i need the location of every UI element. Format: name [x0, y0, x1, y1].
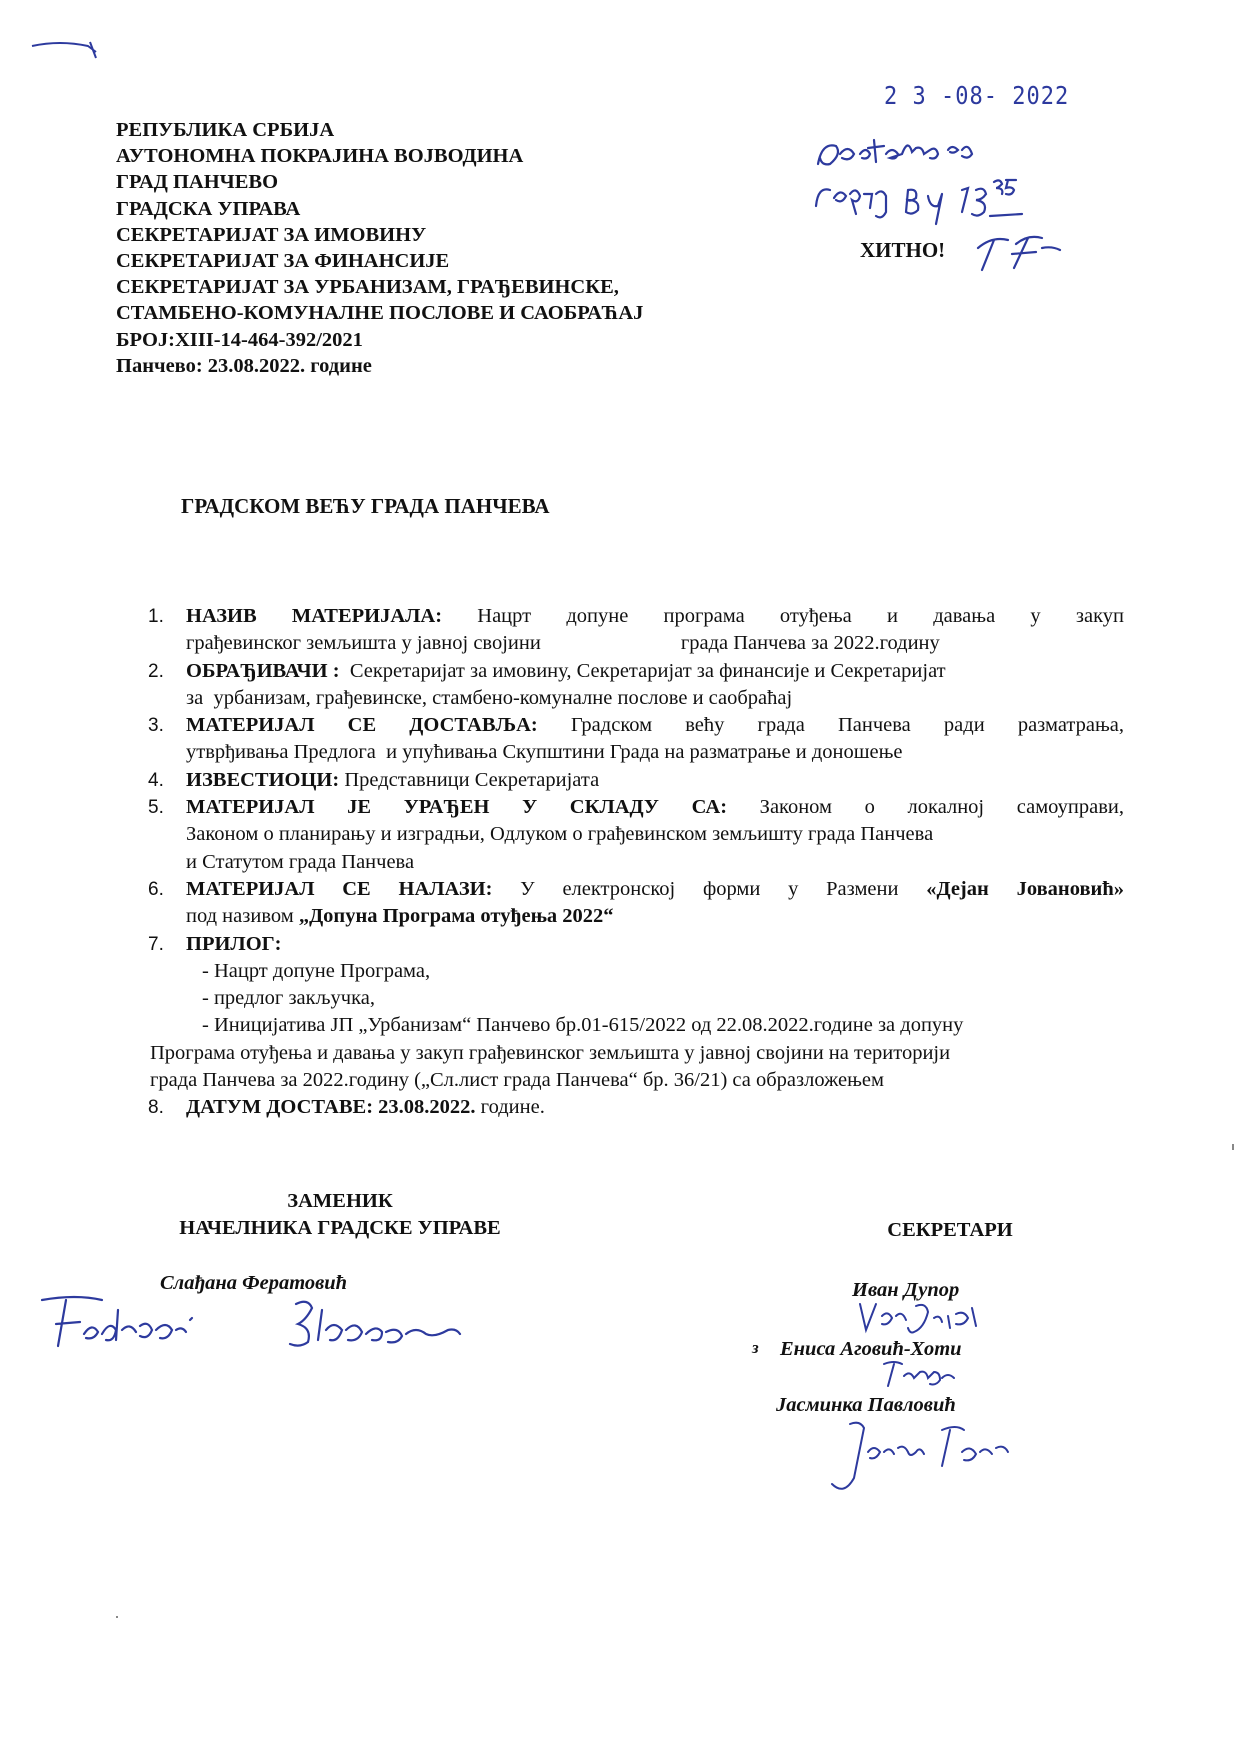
item-text: године.	[475, 1096, 545, 1119]
header-line-secretariat-finance: СЕКРЕТАРИЈАТ ЗА ФИНАНСИЈЕ	[116, 250, 450, 273]
item-text: Градском већу града Панчева ради разматрања,	[537, 714, 1124, 737]
list-item-legal-basis	[148, 794, 1124, 876]
item-text: Законом о планирању и изградњи, Одлуком о грађевинском земљишту града Панчева	[186, 823, 934, 846]
item-text: утврђивања Предлога и упућивања Скупштини Града на разматрање и доношење	[186, 741, 903, 764]
list-item-delivered-to	[148, 712, 1124, 767]
item-number: 2.	[148, 660, 164, 682]
item-title: ПРИЛОГ:	[186, 932, 282, 955]
deputy-title-2: НАЧЕЛНИКА ГРАДСКЕ УПРАВЕ	[179, 1217, 501, 1239]
corner-pen-mark	[30, 36, 110, 66]
item-number: 6.	[148, 878, 164, 900]
document-header	[116, 117, 796, 379]
attachment-conclusion: - предлог закључка,	[202, 987, 375, 1010]
attachment-initiative-line-3: града Панчева за 2022.годину („Сл.лист града Панчева“ бр. 36/21) са образложењем	[150, 1069, 884, 1092]
attachment-initiative-line-1: - Иницијатива ЈП „Урбанизам“ Панчево бр.01-615/2022 од 22.08.2022.године за допуну	[202, 1014, 964, 1037]
list-item-material-location	[148, 876, 1124, 931]
secretary-name-2: Ениса Аговић-Хоти	[780, 1338, 962, 1360]
item-title: МАТЕРИЈАЛ СЕ НАЛАЗИ:	[186, 877, 493, 900]
item-text: Законом о локалној самоуправи,	[727, 796, 1124, 819]
secretaries-title: СЕКРЕТАРИ	[887, 1219, 1013, 1241]
item-text: Нацрт допуне програма отуђења и давања у закуп	[442, 605, 1124, 627]
header-line-country: РЕПУБЛИКА СРБИЈА	[116, 119, 335, 141]
initials-signature	[972, 226, 1068, 274]
received-date-stamp: 2 3 -08- 2022	[884, 82, 1070, 111]
item-text: У електронској форми у Размени	[492, 877, 927, 900]
list-item-rapporteurs	[148, 767, 1124, 794]
item-number: 1.	[148, 606, 164, 627]
item-number: 8.	[148, 1097, 164, 1119]
secretary-1-handwritten-signature	[856, 1298, 996, 1338]
list-item-prepared-by	[148, 658, 1124, 713]
header-line-province: АУТОНОМНА ПОКРАЈИНА ВОЈВОДИНА	[116, 145, 524, 168]
deputy-head-signature-block	[130, 1188, 550, 1242]
item-number: 3.	[148, 715, 164, 737]
list-item-delivery-date	[148, 1094, 1124, 1121]
item-title: НАЗИВ МАТЕРИЈАЛА:	[186, 605, 443, 627]
secretary-2-prefix: з	[752, 1338, 759, 1357]
header-line-secretariat-property: СЕКРЕТАРИЈАТ ЗА ИМОВИНУ	[116, 223, 427, 246]
secretary-name-1: Иван Дупор	[852, 1279, 960, 1301]
addressee: ГРАДСКОМ ВЕЋУ ГРАДА ПАНЧЕВА	[181, 494, 550, 518]
header-line-secretariat-urbanism-2: СТАМБЕНО-КОМУНАЛНЕ ПОСЛОВЕ И САОБРАЋАЈ	[116, 302, 644, 325]
item-title: ДАТУМ ДОСТАВЕ: 23.08.2022.	[186, 1096, 476, 1119]
reference-number: БРОЈ:XIII-14-464-392/2021	[116, 328, 363, 351]
item-number: 7.	[148, 933, 164, 955]
item-text: Представници Секретаријата	[339, 768, 600, 791]
secretaries-signature-block	[800, 1219, 1100, 1242]
scan-speck	[1232, 1144, 1234, 1150]
header-line-city: ГРАД ПАНЧЕВО	[116, 171, 279, 194]
header-line-administration: ГРАДСКА УПРАВА	[116, 197, 301, 220]
attachments-list	[150, 958, 1150, 1094]
deputy-name: Слађана Фератовић	[160, 1272, 348, 1294]
header-line-secretariat-urbanism-1: СЕКРЕТАРИЈАТ ЗА УРБАНИЗАМ, ГРАЂЕВИНСКЕ,	[116, 276, 619, 299]
list-item-attachments	[148, 931, 1124, 1095]
item-title: ОБРАЂИВАЧИ :	[186, 659, 340, 682]
item-title: ИЗВЕСТИОЦИ:	[186, 768, 340, 791]
list-item-material-name	[148, 603, 1124, 658]
item-number: 5.	[148, 797, 164, 819]
secretary-name-3: Јасминка Павловић	[776, 1394, 956, 1416]
item-text: грађевинског земљишта у јавној својини	[186, 632, 541, 655]
scan-speck	[116, 1616, 118, 1618]
secretary-3-handwritten-signature	[824, 1418, 1014, 1508]
item-text-bold: „Допуна Програма отуђења 2022“	[298, 905, 614, 928]
urgent-label: ХИТНО!	[860, 238, 946, 262]
item-text: под називом	[186, 905, 299, 928]
items-list	[148, 603, 1124, 1122]
attachment-draft: - Нацрт допуне Програма,	[202, 959, 431, 982]
secretary-2-handwritten-signature	[880, 1358, 960, 1390]
document-date: Панчево: 23.08.2022. године	[116, 354, 372, 377]
deputy-handwritten-signature	[36, 1290, 516, 1370]
item-title: МАТЕРИЈАЛ СЕ ДОСТАВЉА:	[186, 714, 538, 737]
handwritten-receipt-note	[812, 124, 1072, 234]
item-text: и Статутом града Панчева	[186, 850, 415, 873]
attachment-initiative-line-2: Програма отуђења и давања у закуп грађевинског земљишта у јавној својини на територији	[150, 1041, 951, 1064]
item-text-bold: «Дејан Јовановић»	[926, 877, 1124, 900]
item-text: за урбанизам, грађевинске, стамбено-комуналне послове и саобраћај	[186, 686, 793, 709]
item-text: града Панчева за 2022.годину	[680, 632, 940, 655]
item-title: МАТЕРИЈАЛ ЈЕ УРАЂЕН У СКЛАДУ СА:	[186, 796, 728, 819]
deputy-title: ЗАМЕНИК	[287, 1190, 393, 1212]
item-number: 4.	[148, 769, 164, 791]
item-text: Секретаријат за имовину, Секретаријат за финансије и Секретаријат	[339, 659, 946, 682]
